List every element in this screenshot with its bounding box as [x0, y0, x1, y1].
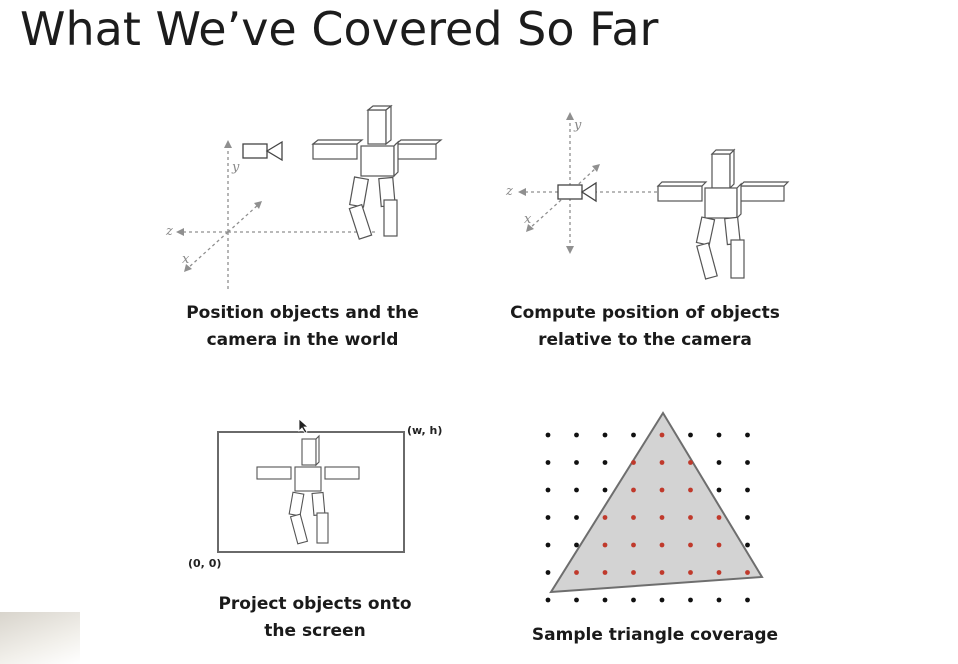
sample-point-covered	[660, 515, 665, 520]
screen-corner-max-label: (w, h)	[407, 424, 443, 437]
caption-project-line1: Project objects onto	[218, 594, 412, 614]
sample-point	[546, 460, 551, 465]
camera-icon	[243, 142, 282, 160]
camera-space-diagram	[500, 100, 800, 280]
sample-point	[717, 488, 722, 493]
mouse-cursor-icon	[298, 418, 310, 434]
sample-point-covered	[688, 488, 693, 493]
sample-point	[546, 543, 551, 548]
sample-point	[546, 433, 551, 438]
sample-point-covered	[688, 515, 693, 520]
sample-point	[603, 598, 608, 603]
sample-point-covered	[603, 543, 608, 548]
sample-point-covered	[717, 570, 722, 575]
sample-point-covered	[631, 543, 636, 548]
sample-point-covered	[688, 543, 693, 548]
panel2-axis-y-label: y	[574, 118, 582, 133]
sample-point	[688, 433, 693, 438]
sample-point	[660, 598, 665, 603]
sample-point-covered	[717, 543, 722, 548]
sample-point	[546, 598, 551, 603]
caption-project-objects	[185, 591, 445, 645]
caption-compute-line2: relative to the camera	[538, 330, 752, 350]
panel1-axis-z-label: z	[166, 224, 173, 239]
sample-point	[688, 598, 693, 603]
sample-point	[631, 433, 636, 438]
sample-point-covered	[660, 570, 665, 575]
sample-point	[745, 598, 750, 603]
sample-point-covered	[688, 570, 693, 575]
sample-point	[745, 433, 750, 438]
caption-sample-coverage: Sample triangle coverage	[531, 625, 779, 645]
sample-point	[574, 488, 579, 493]
caption-compute-position	[495, 300, 795, 354]
sample-point	[717, 460, 722, 465]
sample-point	[745, 488, 750, 493]
sample-point-covered	[660, 460, 665, 465]
sample-point-covered	[660, 543, 665, 548]
panel1-axis-x-label: x	[182, 252, 190, 267]
corner-decoration	[0, 612, 80, 664]
screen-corner-origin-label: (0, 0)	[188, 557, 222, 570]
panel1-axis-y-label: y	[232, 160, 240, 175]
sample-point-covered	[631, 460, 636, 465]
sample-point-covered	[745, 570, 750, 575]
robot-figure	[313, 106, 441, 239]
sample-point	[603, 488, 608, 493]
screen-projection-diagram	[215, 425, 415, 555]
sample-point	[546, 570, 551, 575]
sample-point	[717, 433, 722, 438]
caption-compute-line1: Compute position of objects	[510, 303, 780, 323]
sample-point	[603, 460, 608, 465]
slide-title: What We’ve Covered So Far	[20, 2, 659, 56]
robot-figure	[658, 150, 788, 279]
sample-point	[717, 598, 722, 603]
coverage-triangle	[551, 413, 762, 592]
camera-icon	[558, 183, 596, 201]
sample-point-covered	[717, 515, 722, 520]
sample-point-covered	[574, 570, 579, 575]
sample-point	[546, 515, 551, 520]
panel2-axis-z-label: z	[506, 184, 513, 199]
sample-point	[546, 488, 551, 493]
sample-point	[574, 515, 579, 520]
sample-point	[574, 433, 579, 438]
sample-point	[574, 598, 579, 603]
sample-point	[631, 598, 636, 603]
sample-point-covered	[660, 433, 665, 438]
sample-point-covered	[631, 515, 636, 520]
sample-point	[745, 515, 750, 520]
sample-point-covered	[660, 488, 665, 493]
sample-point-covered	[603, 515, 608, 520]
sample-point	[574, 543, 579, 548]
caption-position-line1: Position objects and the	[186, 303, 419, 323]
sample-point-covered	[631, 488, 636, 493]
sample-point	[745, 543, 750, 548]
panel2-axis-x-label: x	[524, 212, 532, 227]
sample-point-covered	[603, 570, 608, 575]
caption-project-line2: the screen	[264, 621, 366, 641]
caption-position-line2: camera in the world	[206, 330, 399, 350]
sample-point	[574, 460, 579, 465]
caption-position-objects	[160, 300, 445, 354]
sample-point-covered	[631, 570, 636, 575]
world-space-diagram	[150, 100, 450, 280]
triangle-coverage-diagram	[535, 405, 775, 605]
sample-point	[603, 433, 608, 438]
sample-point-covered	[688, 460, 693, 465]
sample-point	[745, 460, 750, 465]
